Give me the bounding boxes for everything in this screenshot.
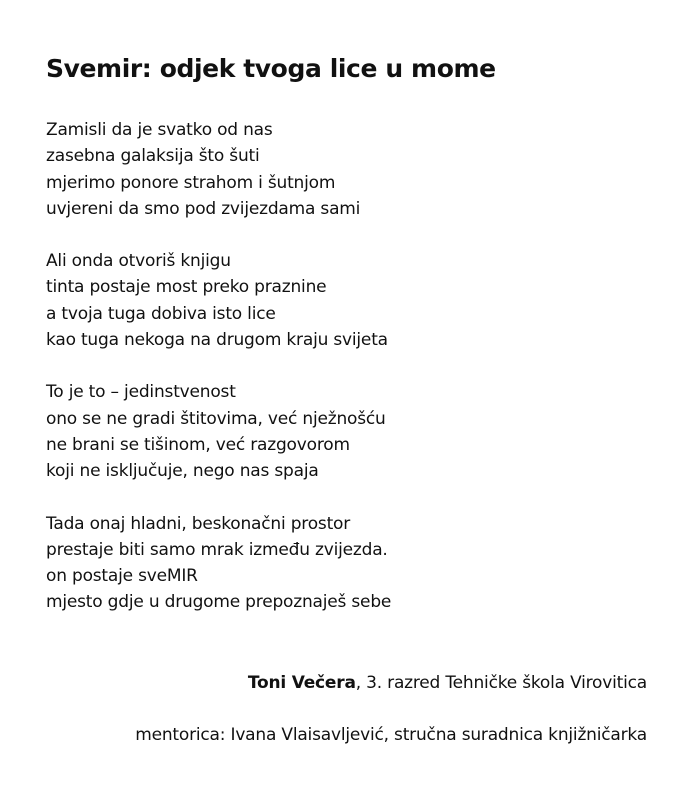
poem-line: ono se ne gradi štitovima, već nježnošću — [46, 408, 386, 429]
poem-line: To je to – jedinstvenost — [46, 382, 236, 403]
poem-line: Tada onaj hladni, beskonačni prostor — [46, 513, 351, 534]
poem-line: prestaje biti samo mrak između zvijezda. — [46, 539, 388, 560]
stanza-4 — [46, 511, 646, 616]
poem-line: zasebna galaksija što šuti — [46, 146, 260, 167]
poem-title: Svemir: odjek tvoga lice u mome — [46, 54, 496, 83]
poem-line: Zamisli da je svatko od nas — [46, 120, 273, 140]
author-name: Toni Večera — [247, 673, 356, 693]
poem-line: koji ne isključuje, nego nas spaja — [46, 461, 319, 482]
poem-line: ne brani se tišinom, već razgovorom — [46, 434, 350, 455]
mentor-attribution: mentorica: Ivana Vlaisavljević, stručna suradnica knjižničarka — [135, 725, 647, 745]
poem-line: on postaje sveMIR — [46, 566, 198, 587]
poem-line: Ali onda otvoriš knjigu — [46, 251, 231, 272]
stanza-3 — [46, 379, 646, 484]
author-details: , 3. razred Tehničke škola Virovitica — [355, 673, 647, 693]
stanza-2 — [46, 248, 646, 353]
author-attribution — [248, 670, 647, 696]
poem-line: mjesto gdje u drugome prepoznaješ sebe — [46, 592, 392, 613]
poem-body — [46, 117, 646, 616]
poem-line: kao tuga nekoga na drugom kraju svijeta — [46, 330, 388, 351]
poem-line: a tvoja tuga dobiva isto lice — [46, 303, 276, 324]
poem-line: tinta postaje most preko praznine — [46, 277, 327, 298]
stanza-1 — [46, 117, 646, 222]
poem-line: uvjereni da smo pod zvijezdama sami — [46, 198, 361, 219]
poem-line: mjerimo ponore strahom i šutnjom — [46, 172, 336, 193]
